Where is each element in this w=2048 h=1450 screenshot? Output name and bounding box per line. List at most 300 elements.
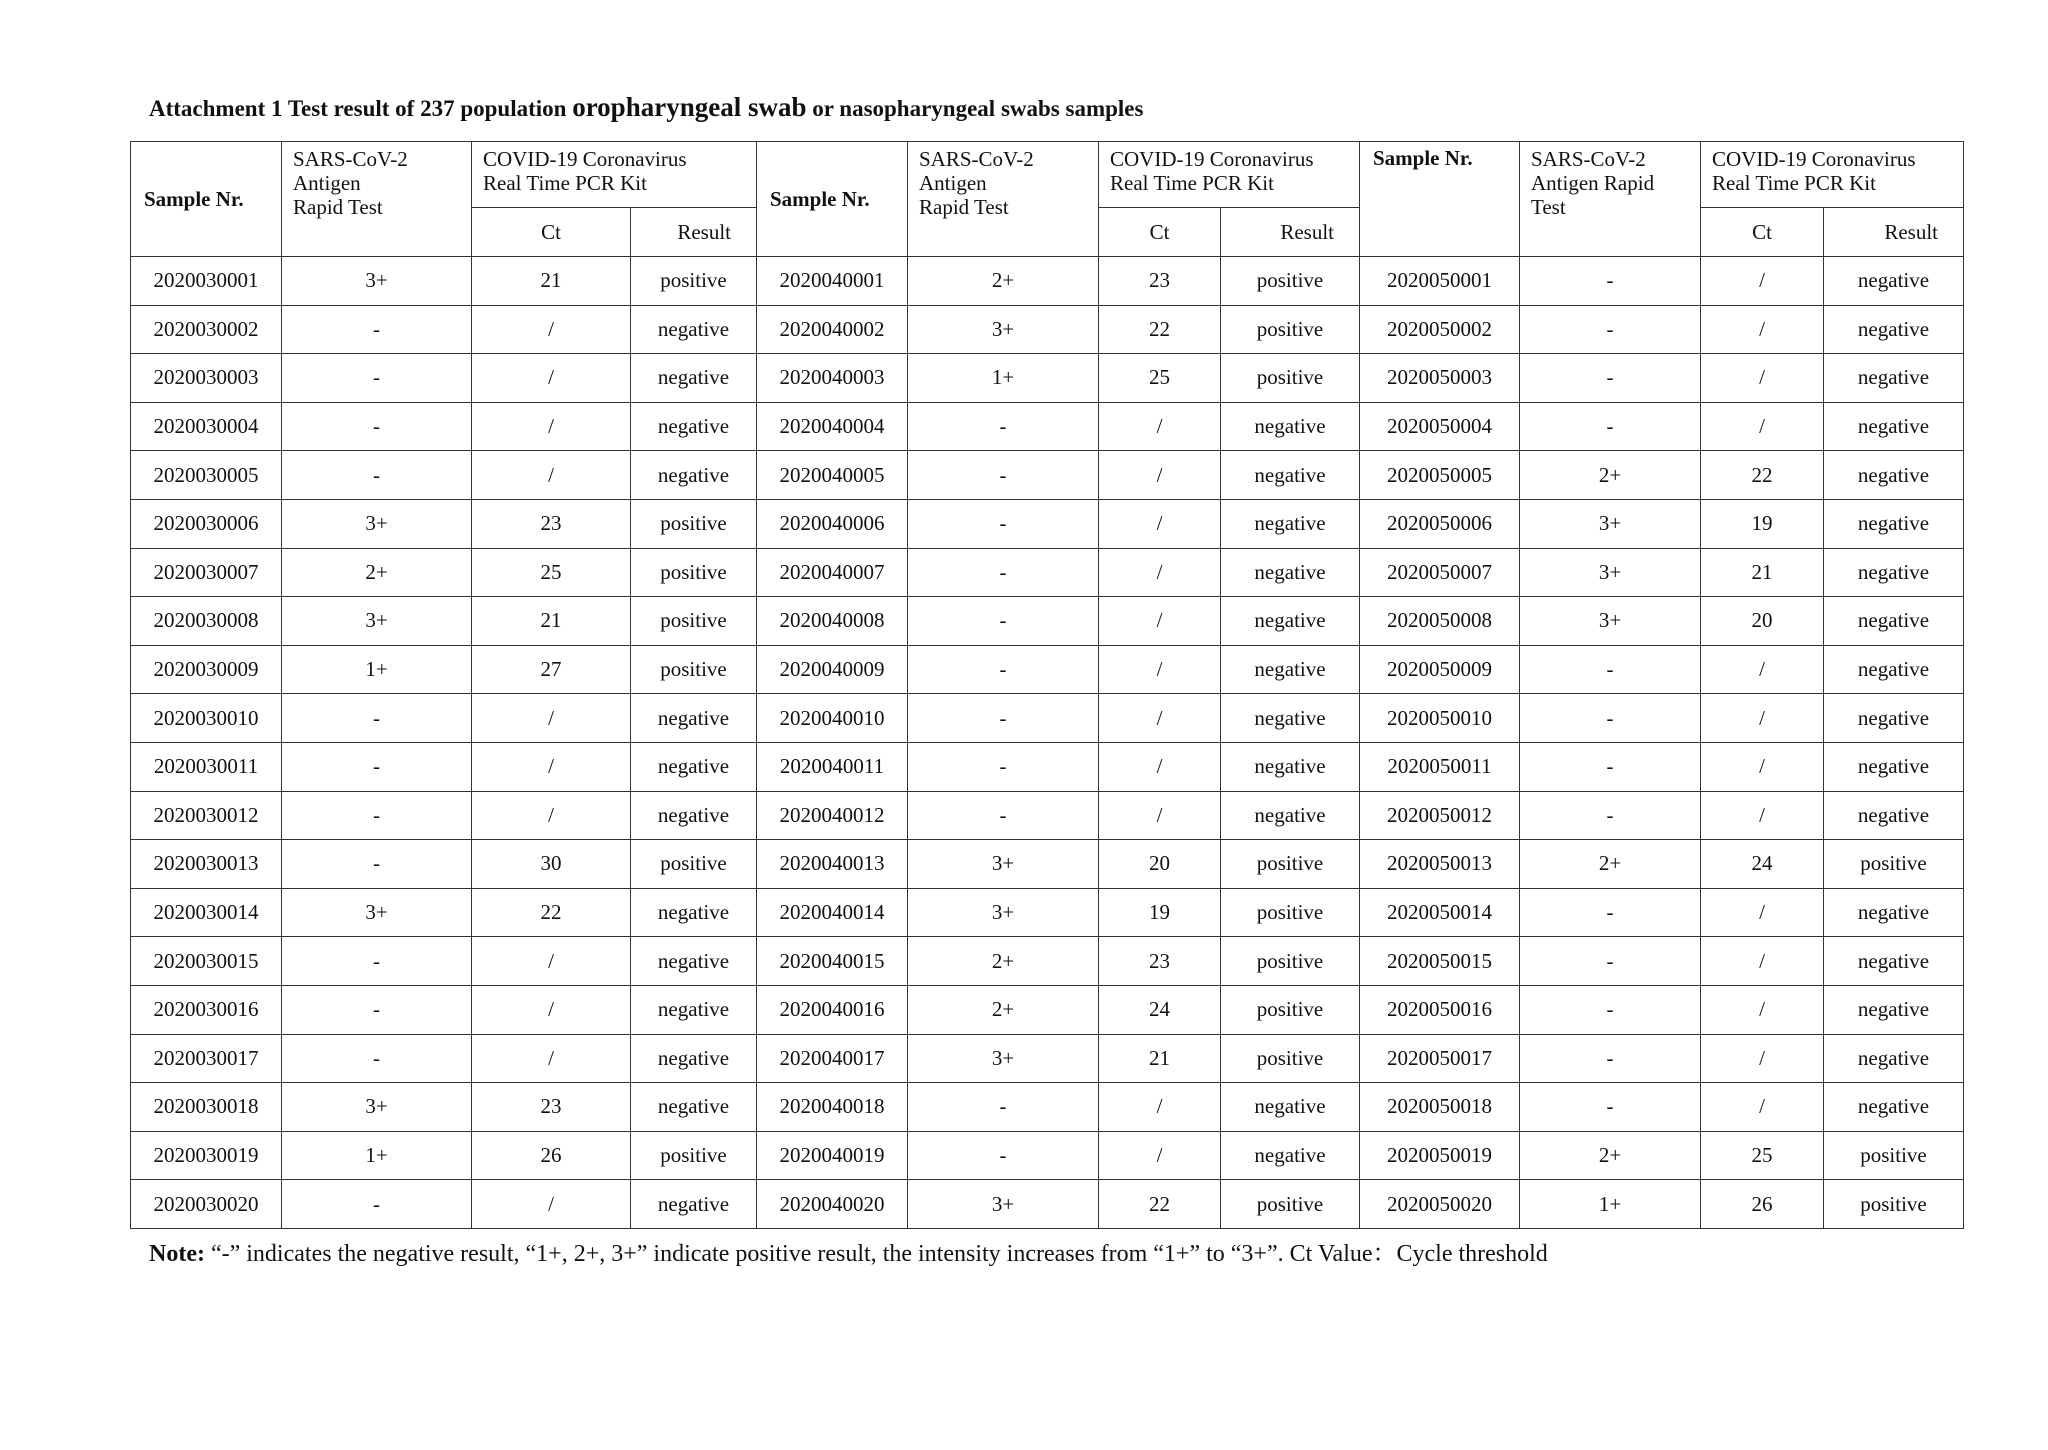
ct-cell: 22	[1701, 451, 1824, 500]
ct-cell: /	[472, 791, 631, 840]
sample-nr-header-1: Sample Nr.	[131, 142, 282, 257]
result-cell: positive	[631, 597, 757, 646]
antigen-cell: -	[282, 985, 472, 1034]
sample-nr-cell: 2020030004	[131, 402, 282, 451]
result-cell: negative	[1824, 694, 1964, 743]
sample-nr-cell: 2020030007	[131, 548, 282, 597]
antigen-cell: -	[1520, 888, 1701, 937]
antigen-cell: -	[908, 499, 1099, 548]
result-cell: negative	[1824, 451, 1964, 500]
sample-nr-cell: 2020030013	[131, 840, 282, 889]
ct-header-2: Ct	[1099, 208, 1221, 257]
antigen-cell: -	[908, 402, 1099, 451]
result-cell: positive	[631, 645, 757, 694]
result-cell: positive	[1221, 305, 1360, 354]
result-header-3: Result	[1824, 208, 1964, 257]
result-cell: positive	[1221, 985, 1360, 1034]
table-row	[131, 451, 1964, 500]
header-line: Antigen Rapid	[1531, 171, 1655, 195]
antigen-cell: -	[908, 451, 1099, 500]
antigen-cell: 3+	[1520, 548, 1701, 597]
table-row	[131, 548, 1964, 597]
antigen-cell: -	[1520, 354, 1701, 403]
result-cell: positive	[631, 1131, 757, 1180]
ct-cell: 27	[472, 645, 631, 694]
antigen-cell: 3+	[908, 888, 1099, 937]
note-text: “-” indicates the negative result, “1+, 2+, 3+” indicate positive result, the intensity increases from “1+” to “3+”. Ct Value：Cycle threshold	[204, 1241, 1548, 1267]
ct-cell: 21	[472, 597, 631, 646]
antigen-cell: -	[282, 840, 472, 889]
sample-nr-cell: 2020040013	[757, 840, 908, 889]
sample-nr-cell: 2020030011	[131, 742, 282, 791]
result-cell: positive	[631, 257, 757, 306]
sample-nr-cell: 2020030005	[131, 451, 282, 500]
result-cell: negative	[1824, 548, 1964, 597]
header-line: Real Time PCR Kit	[483, 171, 647, 195]
sample-nr-cell: 2020040011	[757, 742, 908, 791]
result-header-1: Result	[631, 208, 757, 257]
sample-nr-cell: 2020040014	[757, 888, 908, 937]
antigen-cell: 3+	[1520, 597, 1701, 646]
header-line: Rapid Test	[293, 195, 383, 219]
antigen-cell: 3+	[282, 499, 472, 548]
sample-nr-cell: 2020050002	[1360, 305, 1520, 354]
table-row	[131, 840, 1964, 889]
antigen-cell: 1+	[1520, 1180, 1701, 1229]
ct-cell: /	[1701, 257, 1824, 306]
table-row	[131, 645, 1964, 694]
result-cell: negative	[1824, 1034, 1964, 1083]
header-line: SARS-CoV-2	[919, 147, 1034, 171]
results-table	[130, 141, 1964, 1229]
antigen-cell: -	[1520, 402, 1701, 451]
result-cell: negative	[1824, 742, 1964, 791]
sample-nr-cell: 2020050011	[1360, 742, 1520, 791]
result-cell: negative	[631, 888, 757, 937]
antigen-cell: -	[1520, 257, 1701, 306]
sample-nr-cell: 2020030017	[131, 1034, 282, 1083]
pcr-header-3	[1701, 142, 1964, 208]
result-cell: negative	[631, 937, 757, 986]
sample-nr-cell: 2020040009	[757, 645, 908, 694]
ct-cell: /	[472, 985, 631, 1034]
pcr-header-1	[472, 142, 757, 208]
antigen-cell: 3+	[908, 1180, 1099, 1229]
sample-nr-cell: 2020050015	[1360, 937, 1520, 986]
antigen-cell: -	[282, 937, 472, 986]
result-cell: negative	[1221, 548, 1360, 597]
ct-cell: 26	[1701, 1180, 1824, 1229]
result-cell: positive	[631, 840, 757, 889]
antigen-cell: -	[908, 1131, 1099, 1180]
antigen-cell: 2+	[1520, 1131, 1701, 1180]
title-part-2: oropharyngeal swab	[572, 92, 807, 122]
result-cell: negative	[1221, 694, 1360, 743]
antigen-cell: 2+	[908, 985, 1099, 1034]
ct-cell: 23	[472, 499, 631, 548]
ct-cell: 20	[1701, 597, 1824, 646]
header-row-1	[131, 142, 1964, 208]
title-part-3: or nasopharyngeal swabs samples	[806, 96, 1144, 121]
sample-nr-cell: 2020050013	[1360, 840, 1520, 889]
table-row	[131, 499, 1964, 548]
result-cell: negative	[1824, 1083, 1964, 1132]
antigen-cell: -	[282, 451, 472, 500]
sample-nr-cell: 2020040007	[757, 548, 908, 597]
result-cell: negative	[631, 305, 757, 354]
antigen-cell: -	[908, 791, 1099, 840]
table-row	[131, 1180, 1964, 1229]
antigen-cell: -	[1520, 791, 1701, 840]
result-cell: negative	[631, 451, 757, 500]
sample-nr-cell: 2020050001	[1360, 257, 1520, 306]
ct-header-3: Ct	[1701, 208, 1824, 257]
ct-cell: /	[1701, 1034, 1824, 1083]
result-cell: positive	[1824, 1131, 1964, 1180]
ct-cell: /	[1701, 354, 1824, 403]
ct-cell: 23	[1099, 937, 1221, 986]
sample-nr-cell: 2020050008	[1360, 597, 1520, 646]
sample-nr-cell: 2020050005	[1360, 451, 1520, 500]
result-cell: negative	[1824, 305, 1964, 354]
result-cell: negative	[1221, 499, 1360, 548]
header-line: Real Time PCR Kit	[1712, 171, 1876, 195]
document-title	[149, 92, 1143, 123]
ct-cell: 19	[1701, 499, 1824, 548]
ct-cell: /	[1099, 645, 1221, 694]
antigen-cell: 2+	[282, 548, 472, 597]
result-cell: negative	[1824, 402, 1964, 451]
antigen-cell: -	[908, 742, 1099, 791]
ct-cell: /	[1701, 791, 1824, 840]
results-body	[131, 257, 1964, 1229]
antigen-cell: 3+	[282, 1083, 472, 1132]
table-row	[131, 791, 1964, 840]
table-row	[131, 985, 1964, 1034]
header-line: Rapid Test	[919, 195, 1009, 219]
sample-nr-cell: 2020030008	[131, 597, 282, 646]
ct-cell: /	[1099, 1083, 1221, 1132]
result-cell: negative	[631, 742, 757, 791]
sample-nr-cell: 2020040001	[757, 257, 908, 306]
sample-nr-cell: 2020050020	[1360, 1180, 1520, 1229]
ct-header-1: Ct	[472, 208, 631, 257]
antigen-cell: 3+	[908, 840, 1099, 889]
result-cell: negative	[1824, 645, 1964, 694]
table-row	[131, 1034, 1964, 1083]
result-cell: positive	[1221, 354, 1360, 403]
table-row	[131, 742, 1964, 791]
sample-nr-cell: 2020050012	[1360, 791, 1520, 840]
result-cell: positive	[1221, 1180, 1360, 1229]
result-cell: negative	[1824, 597, 1964, 646]
antigen-cell: -	[908, 645, 1099, 694]
sample-nr-cell: 2020030009	[131, 645, 282, 694]
antigen-cell: -	[908, 694, 1099, 743]
antigen-cell: -	[1520, 985, 1701, 1034]
ct-cell: 25	[1701, 1131, 1824, 1180]
title-part-1: Attachment 1 Test result of 237 population	[149, 96, 573, 121]
ct-cell: /	[1099, 548, 1221, 597]
sample-nr-cell: 2020050010	[1360, 694, 1520, 743]
ct-cell: /	[1701, 402, 1824, 451]
result-cell: positive	[1221, 937, 1360, 986]
table-row	[131, 402, 1964, 451]
sample-nr-cell: 2020050009	[1360, 645, 1520, 694]
ct-cell: 21	[1701, 548, 1824, 597]
result-cell: negative	[631, 985, 757, 1034]
ct-cell: /	[472, 1034, 631, 1083]
sample-nr-cell: 2020040005	[757, 451, 908, 500]
ct-cell: /	[1701, 937, 1824, 986]
ct-cell: /	[1099, 791, 1221, 840]
ct-cell: 22	[1099, 1180, 1221, 1229]
result-cell: negative	[1824, 257, 1964, 306]
result-header-2: Result	[1221, 208, 1360, 257]
sample-nr-cell: 2020040010	[757, 694, 908, 743]
table-row	[131, 694, 1964, 743]
sample-nr-cell: 2020050004	[1360, 402, 1520, 451]
result-cell: positive	[1221, 888, 1360, 937]
ct-cell: /	[1701, 645, 1824, 694]
sample-nr-cell: 2020030010	[131, 694, 282, 743]
sample-nr-cell: 2020030002	[131, 305, 282, 354]
result-cell: negative	[1221, 402, 1360, 451]
antigen-cell: 2+	[908, 937, 1099, 986]
sample-nr-cell: 2020040019	[757, 1131, 908, 1180]
antigen-cell: -	[1520, 742, 1701, 791]
antigen-cell: -	[282, 1034, 472, 1083]
ct-cell: 22	[1099, 305, 1221, 354]
result-cell: negative	[1824, 791, 1964, 840]
header-line: Real Time PCR Kit	[1110, 171, 1274, 195]
table-row	[131, 1083, 1964, 1132]
ct-cell: /	[1099, 451, 1221, 500]
sample-nr-cell: 2020040015	[757, 937, 908, 986]
antigen-cell: -	[282, 742, 472, 791]
sample-nr-cell: 2020030018	[131, 1083, 282, 1132]
sample-nr-cell: 2020040006	[757, 499, 908, 548]
ct-cell: /	[472, 451, 631, 500]
antigen-cell: -	[1520, 645, 1701, 694]
table-row	[131, 305, 1964, 354]
result-cell: negative	[1221, 597, 1360, 646]
result-cell: negative	[631, 402, 757, 451]
antigen-cell: 2+	[1520, 451, 1701, 500]
table-row	[131, 888, 1964, 937]
antigen-cell: 3+	[908, 1034, 1099, 1083]
ct-cell: /	[1701, 694, 1824, 743]
result-cell: negative	[1824, 354, 1964, 403]
antigen-cell: 1+	[908, 354, 1099, 403]
table-note	[149, 1233, 1548, 1268]
ct-cell: 26	[472, 1131, 631, 1180]
sample-nr-cell: 2020050016	[1360, 985, 1520, 1034]
antigen-cell: -	[282, 791, 472, 840]
result-cell: negative	[1221, 742, 1360, 791]
ct-cell: 21	[472, 257, 631, 306]
antigen-cell: 2+	[908, 257, 1099, 306]
result-cell: positive	[1221, 257, 1360, 306]
antigen-cell: -	[1520, 694, 1701, 743]
result-cell: negative	[631, 694, 757, 743]
table-row	[131, 597, 1964, 646]
table-row	[131, 937, 1964, 986]
antigen-cell: -	[1520, 1083, 1701, 1132]
result-cell: negative	[631, 1034, 757, 1083]
ct-cell: 30	[472, 840, 631, 889]
ct-cell: /	[472, 354, 631, 403]
antigen-cell: 1+	[282, 1131, 472, 1180]
antigen-header-2	[908, 142, 1099, 257]
result-cell: negative	[1221, 791, 1360, 840]
ct-cell: 24	[1701, 840, 1824, 889]
ct-cell: 22	[472, 888, 631, 937]
result-cell: negative	[631, 354, 757, 403]
ct-cell: 19	[1099, 888, 1221, 937]
antigen-cell: -	[1520, 937, 1701, 986]
antigen-cell: -	[908, 1083, 1099, 1132]
antigen-cell: 3+	[1520, 499, 1701, 548]
header-line: COVID-19 Coronavirus	[1712, 147, 1916, 171]
result-cell: negative	[1221, 1131, 1360, 1180]
antigen-cell: 1+	[282, 645, 472, 694]
result-cell: negative	[631, 1083, 757, 1132]
result-cell: positive	[1824, 840, 1964, 889]
antigen-cell: -	[1520, 305, 1701, 354]
result-cell: negative	[1824, 499, 1964, 548]
antigen-cell: -	[1520, 1034, 1701, 1083]
sample-nr-header-2: Sample Nr.	[757, 142, 908, 257]
ct-cell: /	[472, 305, 631, 354]
header-line: COVID-19 Coronavirus	[483, 147, 687, 171]
antigen-cell: -	[908, 597, 1099, 646]
antigen-cell: 3+	[282, 257, 472, 306]
sample-nr-cell: 2020050018	[1360, 1083, 1520, 1132]
antigen-cell: 3+	[282, 888, 472, 937]
result-cell: positive	[1221, 840, 1360, 889]
antigen-header-3	[1520, 142, 1701, 257]
result-cell: negative	[1221, 451, 1360, 500]
ct-cell: /	[1701, 1083, 1824, 1132]
antigen-cell: -	[282, 402, 472, 451]
sample-nr-header-3: Sample Nr.	[1360, 142, 1520, 257]
sample-nr-cell: 2020050017	[1360, 1034, 1520, 1083]
result-cell: negative	[1824, 985, 1964, 1034]
ct-cell: 21	[1099, 1034, 1221, 1083]
table-row	[131, 257, 1964, 306]
antigen-cell: -	[282, 354, 472, 403]
result-cell: negative	[1824, 937, 1964, 986]
antigen-cell: -	[908, 548, 1099, 597]
sample-nr-cell: 2020040018	[757, 1083, 908, 1132]
antigen-cell: -	[282, 1180, 472, 1229]
ct-cell: 20	[1099, 840, 1221, 889]
ct-cell: 25	[1099, 354, 1221, 403]
header-line: SARS-CoV-2	[293, 147, 408, 171]
sample-nr-cell: 2020040003	[757, 354, 908, 403]
ct-cell: 25	[472, 548, 631, 597]
ct-cell: /	[472, 694, 631, 743]
ct-cell: /	[472, 1180, 631, 1229]
antigen-cell: 3+	[282, 597, 472, 646]
result-cell: negative	[1824, 888, 1964, 937]
ct-cell: /	[1099, 402, 1221, 451]
note-label: Note:	[149, 1241, 205, 1267]
sample-nr-cell: 2020040002	[757, 305, 908, 354]
table-row	[131, 1131, 1964, 1180]
sample-nr-cell: 2020040012	[757, 791, 908, 840]
sample-nr-cell: 2020030019	[131, 1131, 282, 1180]
ct-cell: /	[1099, 694, 1221, 743]
ct-cell: 23	[1099, 257, 1221, 306]
antigen-cell: -	[282, 305, 472, 354]
result-cell: negative	[631, 1180, 757, 1229]
result-cell: negative	[1221, 645, 1360, 694]
sample-nr-cell: 2020040016	[757, 985, 908, 1034]
ct-cell: /	[472, 742, 631, 791]
sample-nr-cell: 2020030014	[131, 888, 282, 937]
header-line: COVID-19 Coronavirus	[1110, 147, 1314, 171]
sample-nr-cell: 2020050006	[1360, 499, 1520, 548]
antigen-cell: 3+	[908, 305, 1099, 354]
sample-nr-cell: 2020050014	[1360, 888, 1520, 937]
ct-cell: /	[1701, 985, 1824, 1034]
ct-cell: /	[1701, 305, 1824, 354]
antigen-cell: 2+	[1520, 840, 1701, 889]
sample-nr-cell: 2020030015	[131, 937, 282, 986]
table-row	[131, 354, 1964, 403]
ct-cell: /	[1099, 499, 1221, 548]
ct-cell: 23	[472, 1083, 631, 1132]
result-cell: negative	[631, 791, 757, 840]
sample-nr-cell: 2020050019	[1360, 1131, 1520, 1180]
result-cell: positive	[1824, 1180, 1964, 1229]
ct-cell: 24	[1099, 985, 1221, 1034]
ct-cell: /	[1701, 888, 1824, 937]
antigen-header-1	[282, 142, 472, 257]
header-line: Antigen	[293, 171, 361, 195]
result-cell: positive	[631, 499, 757, 548]
sample-nr-cell: 2020030012	[131, 791, 282, 840]
header-line: SARS-CoV-2	[1531, 147, 1646, 171]
sample-nr-cell: 2020030006	[131, 499, 282, 548]
sample-nr-cell: 2020030003	[131, 354, 282, 403]
ct-cell: /	[472, 937, 631, 986]
result-cell: positive	[1221, 1034, 1360, 1083]
header-line: Antigen	[919, 171, 987, 195]
pcr-header-2	[1099, 142, 1360, 208]
ct-cell: /	[1099, 597, 1221, 646]
sample-nr-cell: 2020040020	[757, 1180, 908, 1229]
antigen-cell: -	[282, 694, 472, 743]
result-cell: negative	[1221, 1083, 1360, 1132]
sample-nr-cell: 2020030001	[131, 257, 282, 306]
ct-cell: /	[1701, 742, 1824, 791]
ct-cell: /	[472, 402, 631, 451]
sample-nr-cell: 2020040017	[757, 1034, 908, 1083]
sample-nr-cell: 2020040008	[757, 597, 908, 646]
sample-nr-cell: 2020030020	[131, 1180, 282, 1229]
sample-nr-cell: 2020040004	[757, 402, 908, 451]
result-cell: positive	[631, 548, 757, 597]
sample-nr-cell: 2020030016	[131, 985, 282, 1034]
header-line: Test	[1531, 195, 1566, 219]
ct-cell: /	[1099, 742, 1221, 791]
sample-nr-cell: 2020050003	[1360, 354, 1520, 403]
sample-nr-cell: 2020050007	[1360, 548, 1520, 597]
ct-cell: /	[1099, 1131, 1221, 1180]
